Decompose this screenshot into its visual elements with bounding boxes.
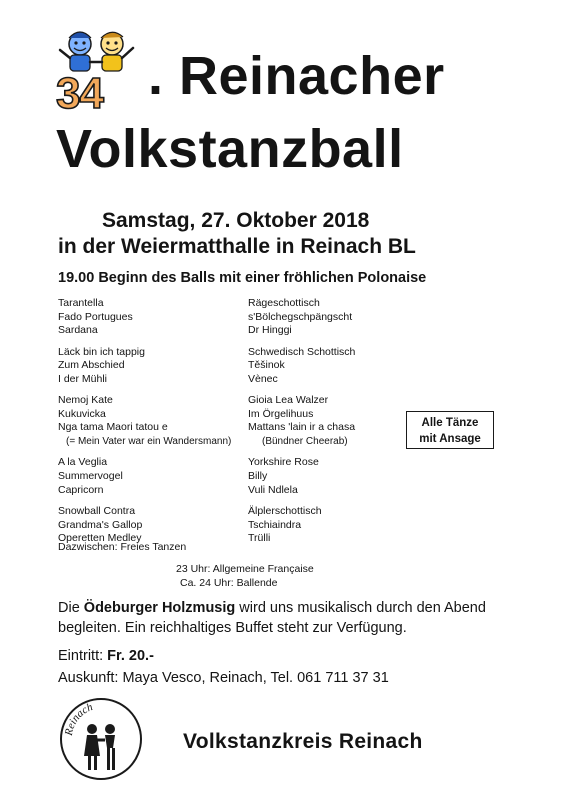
title-line-1: . Reinacher xyxy=(148,46,445,106)
dance-item: A la Veglia xyxy=(58,456,108,469)
dance-item: Grandma's Gallop xyxy=(58,518,143,531)
logo-dancing-kids-icon xyxy=(56,24,138,110)
music-info-pre: Die xyxy=(58,600,84,616)
dance-item: Snowball Contra xyxy=(58,504,136,517)
dance-note: (= Mein Vater war ein Wandersmann) xyxy=(66,435,232,447)
dance-item: Summervogel xyxy=(58,469,123,482)
contact-info: Auskunft: Maya Vesco, Reinach, Tel. 061 711 37 31 xyxy=(58,670,389,686)
dance-item: Vènec xyxy=(248,372,278,385)
francaise-time: 23 Uhr: Allgemeine Française xyxy=(176,563,314,575)
dance-item: Těšinok xyxy=(248,359,285,372)
band-name: Ödeburger Holzmusig xyxy=(83,600,236,616)
dance-group xyxy=(58,346,231,387)
dance-item: Nga tama Maori tatou e xyxy=(58,421,168,434)
dance-item: Mattans 'lain ir a chasa xyxy=(248,421,356,434)
announcement-box xyxy=(406,411,494,449)
announcement-line: mit Ansage xyxy=(419,433,481,445)
club-stamp-logo xyxy=(58,696,144,782)
stamp-text: Reinach xyxy=(62,701,95,737)
dance-group xyxy=(248,297,355,338)
music-info-line-1 xyxy=(58,598,486,618)
dance-item: Dr Hinggi xyxy=(248,324,292,337)
dance-group xyxy=(58,297,231,338)
dance-group xyxy=(248,346,355,387)
dance-item: Gioia Lea Walzer xyxy=(248,394,329,407)
logo-number: 34 xyxy=(56,69,103,110)
free-dancing-note: Dazwischen: Freies Tanzen xyxy=(58,541,187,553)
dance-group xyxy=(58,394,231,448)
ball-end-time: Ca. 24 Uhr: Ballende xyxy=(180,577,278,589)
dance-item: Tschiaindra xyxy=(248,518,302,531)
dance-item: Im Örgelihuus xyxy=(248,407,314,420)
dance-item: Tarantella xyxy=(58,297,104,309)
dance-item: Capricorn xyxy=(58,483,104,496)
opening-time: 19.00 Beginn des Balls mit einer fröhlichen Polonaise xyxy=(58,270,427,286)
entry-price: Fr. 20.- xyxy=(107,648,154,664)
music-info-post: wird uns musikalisch durch den Abend xyxy=(235,600,486,616)
dance-group xyxy=(58,505,231,546)
dance-group xyxy=(248,394,355,448)
club-name: Volkstanzkreis Reinach xyxy=(183,730,423,753)
dance-item: Sardana xyxy=(58,324,98,337)
entry-label: Eintritt: xyxy=(58,648,108,664)
dance-item: Fado Portugues xyxy=(58,310,133,323)
event-date: Samstag, 27. Oktober 2018 xyxy=(102,209,370,232)
dance-item: Älplerschottisch xyxy=(248,504,322,517)
dance-item: Yorkshire Rose xyxy=(248,456,319,469)
dance-group xyxy=(58,456,231,497)
dance-item: Vuli Ndlela xyxy=(248,483,298,496)
music-info-line-2: begleiten. Ein reichhaltiges Buffet steht zur Verfügung. xyxy=(58,620,407,636)
dance-item: Trülli xyxy=(248,532,271,545)
dance-item: Nemoj Kate xyxy=(58,394,113,407)
kid-yellow-icon xyxy=(90,32,133,71)
entry-fee xyxy=(58,646,154,666)
dance-group xyxy=(248,456,355,497)
title-line-2: Volkstanzball xyxy=(56,119,404,179)
dancing-couple-icon xyxy=(84,724,115,770)
dance-item: Rägeschottisch xyxy=(248,297,320,309)
dance-item: I der Mühli xyxy=(58,372,108,385)
dance-note: (Bündner Cheerab) xyxy=(262,435,348,447)
dance-item: Läck bin ich tappig xyxy=(58,345,145,358)
event-location: in der Weiermatthalle in Reinach BL xyxy=(58,235,416,258)
dance-list-left xyxy=(58,297,231,553)
dance-item: Schwedisch Schottisch xyxy=(248,345,356,358)
dance-list-right xyxy=(248,297,355,553)
kid-blue-icon xyxy=(60,32,91,71)
dance-item: Billy xyxy=(248,469,268,482)
dance-item: Operetten Medley xyxy=(58,532,142,545)
dance-group xyxy=(248,505,355,546)
dance-item: Zum Abschied xyxy=(58,359,125,372)
dance-item: s'Bölchegschpängscht xyxy=(248,310,353,323)
dance-item: Kukuvicka xyxy=(58,407,106,420)
announcement-line: Alle Tänze xyxy=(421,417,479,429)
